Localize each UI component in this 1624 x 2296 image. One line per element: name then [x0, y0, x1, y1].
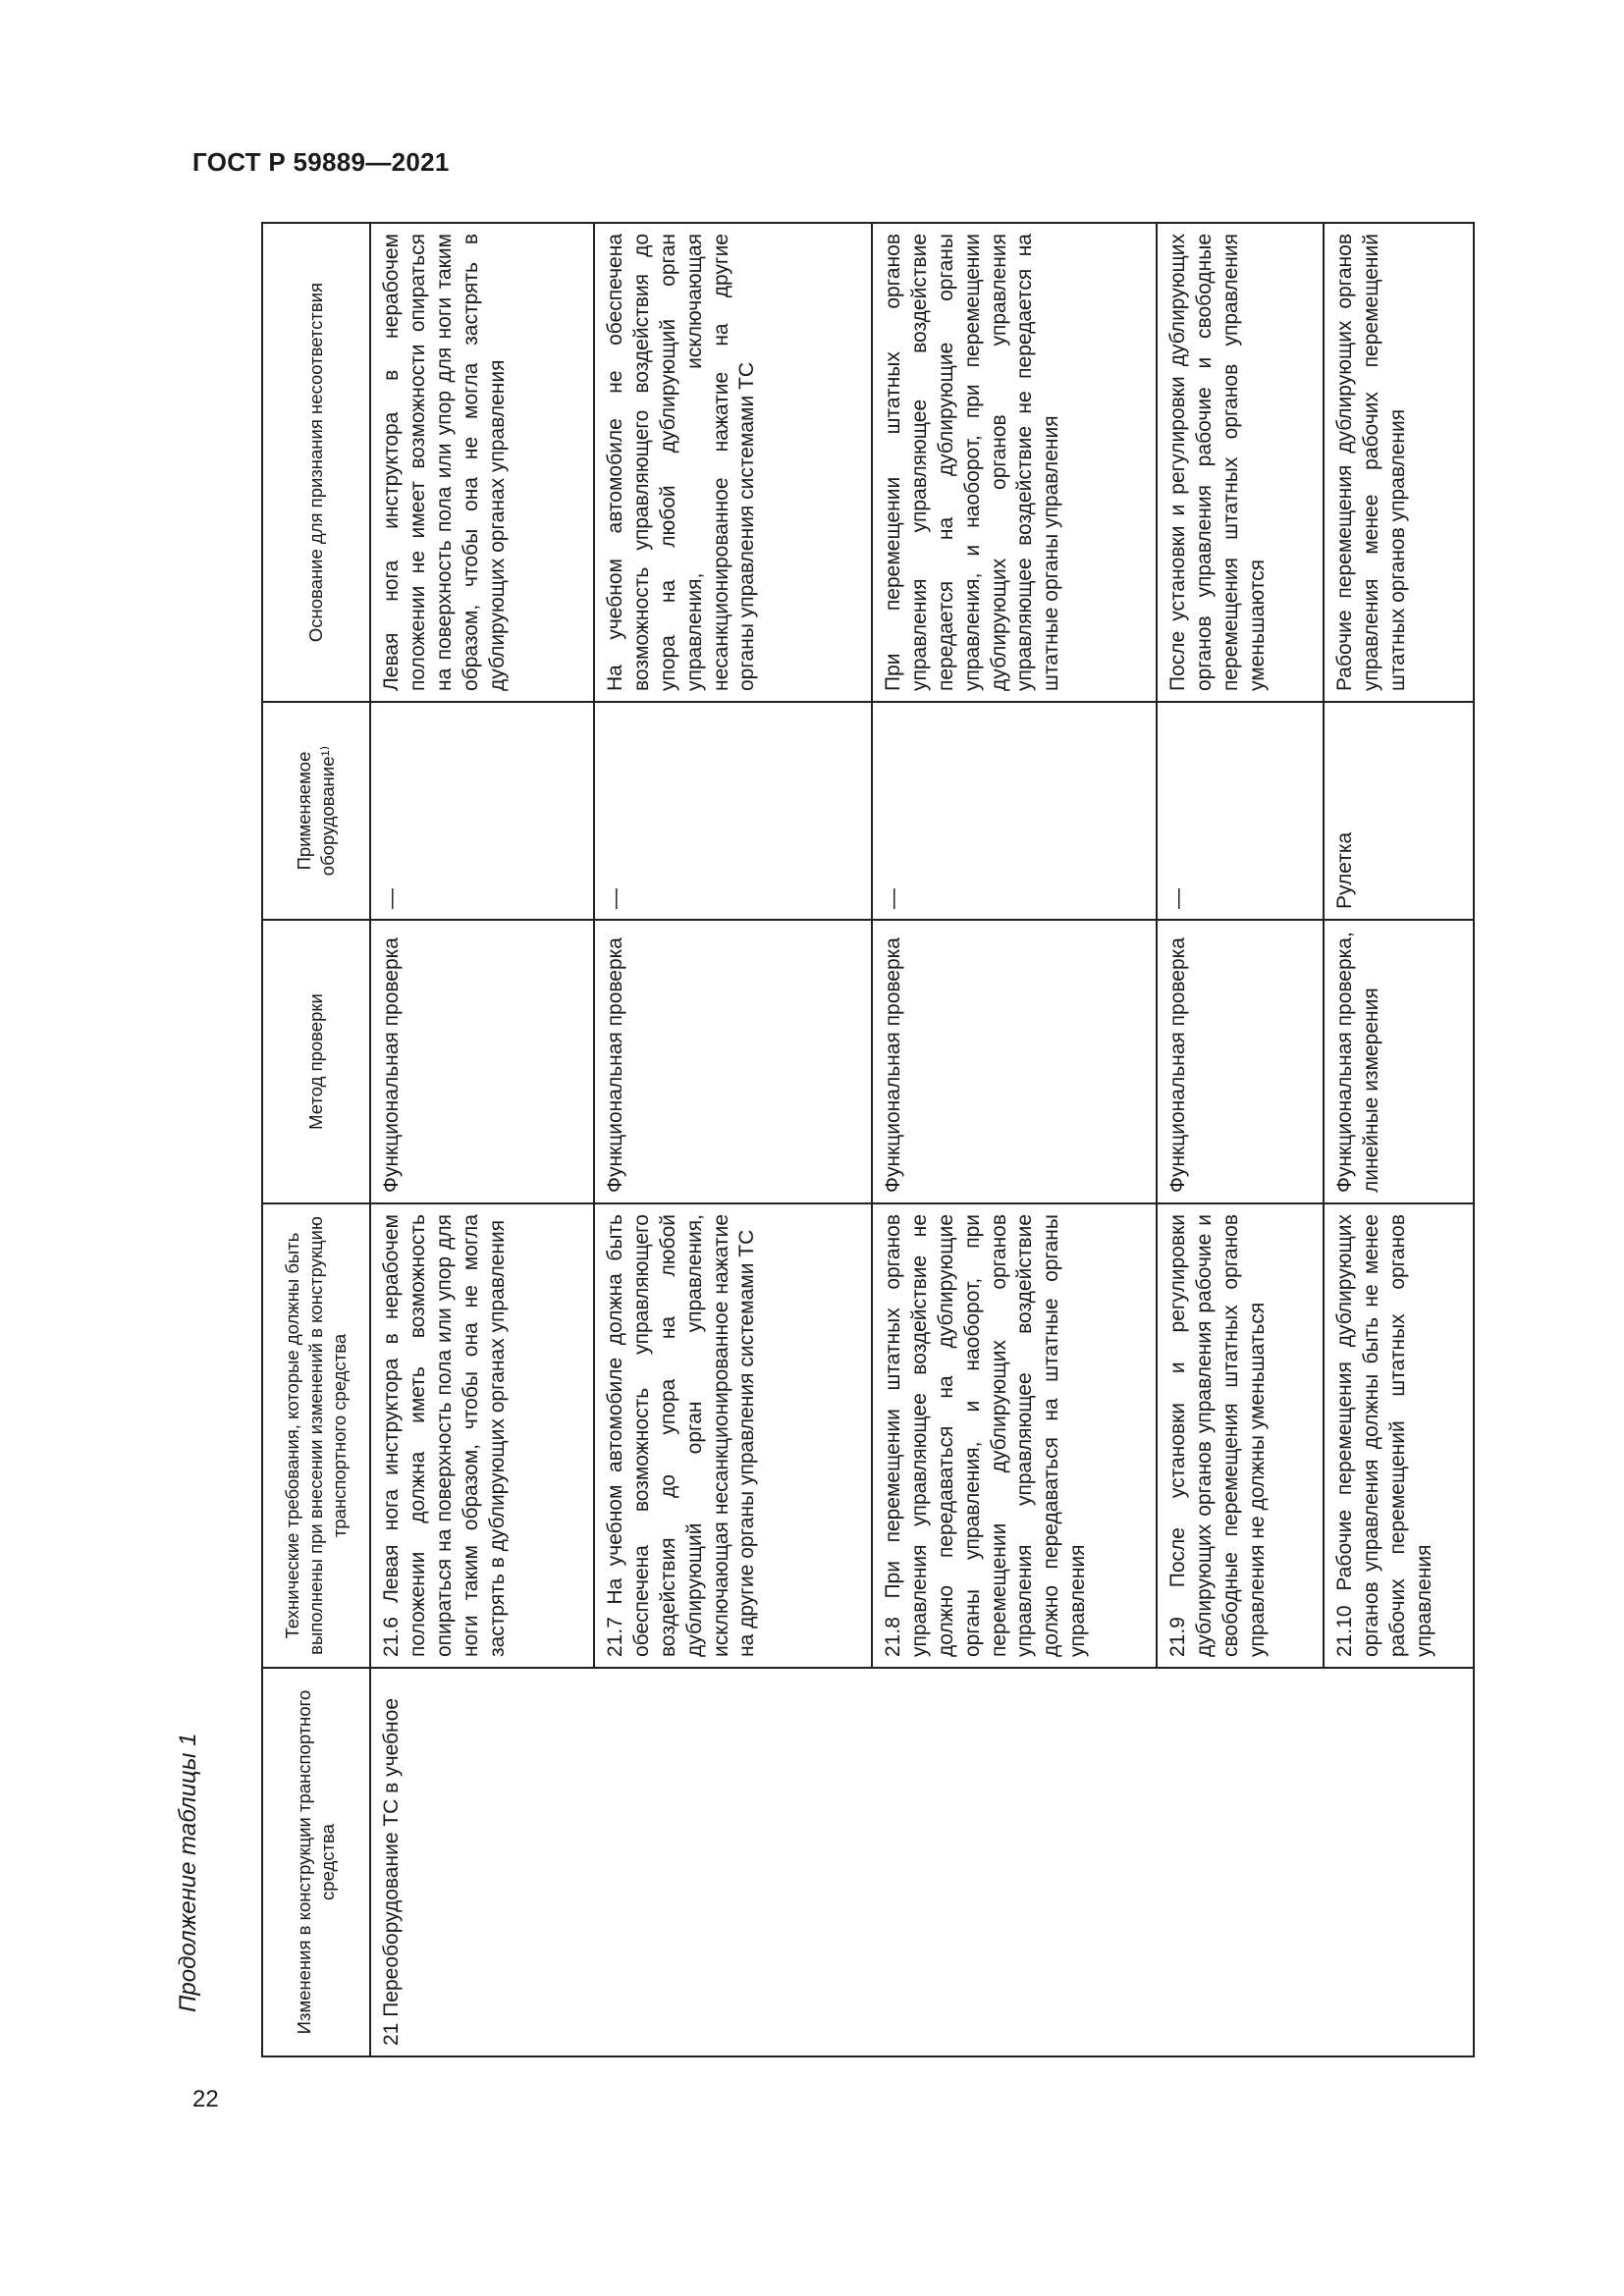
- column-header-requirements: Технические требования, которые должны быть выполнены при внесении изменений в конструкцию транспортного средства: [262, 1203, 370, 1668]
- requirement-cell: 21.8 При перемещении штатных органов управления управляющее воздействие не должно передаваться на дублирующие органы управления, и наоборот, при перемещении дублирующих органов управления управляющее воздействие должно передаваться на штатные органы управления: [872, 1203, 1157, 1668]
- equipment-cell: —: [594, 702, 872, 920]
- column-header-method: Метод проверки: [262, 920, 370, 1203]
- basis-cell: На учебном автомобиле не обеспечена возможность управляющего воздействия до упора на любой дублирующий орган управления, исключающая несанкционированное нажатие на другие органы управления системами ТС: [594, 223, 872, 702]
- requirement-cell: 21.10 Рабочие перемещения дублирующих органов управления должны быть не менее рабочих перемещений штатных органов управления: [1324, 1203, 1474, 1668]
- equipment-cell: —: [370, 702, 594, 920]
- requirements-table: [261, 222, 1475, 2057]
- method-cell: Функциональная проверка: [594, 920, 872, 1203]
- equipment-cell: Рулетка: [1324, 702, 1474, 920]
- column-header-basis: Основание для признания несоответствия: [262, 223, 370, 702]
- basis-cell: Левая нога инструктора в нерабочем положении не имеет возможности опираться на поверхность пола или упор для ноги таким образом, чтобы она не могла застрять в дублирующих органах управления: [370, 223, 594, 702]
- method-cell: Функциональная проверка: [370, 920, 594, 1203]
- basis-cell: После установки и регулировки дублирующих органов управления рабочие и свободные перемещения штатных органов управления уменьшаются: [1157, 223, 1324, 702]
- column-header-equipment: Применяемое оборудование¹⁾: [262, 702, 370, 920]
- method-cell: Функциональная проверка: [1157, 920, 1324, 1203]
- column-header-changes: Изменения в конструкции транспортного средства: [262, 1668, 370, 2056]
- equipment-cell: —: [1157, 702, 1324, 920]
- document-header: ГОСТ Р 59889—2021: [192, 147, 450, 177]
- equipment-cell: —: [872, 702, 1157, 920]
- table-row: [370, 223, 594, 2056]
- requirement-cell: 21.7 На учебном автомобиле должна быть обеспечена возможность управляющего воздействия до упора на любой дублирующий орган управления, исключающая несанкционированное нажатие на другие органы управления системами ТС: [594, 1203, 872, 1668]
- method-cell: Функциональная проверка, линейные измерения: [1324, 920, 1474, 1203]
- table-continuation-caption: Продолжение таблицы 1: [175, 1733, 201, 2012]
- requirement-cell: 21.9 После установки и регулировки дублирующих органов управления рабочие и свободные перемещения штатных органов управления не должны уменьшаться: [1157, 1203, 1324, 1668]
- requirement-cell: 21.6 Левая нога инструктора в нерабочем положении должна иметь возможность опираться на поверхность пола или упор для ноги таким образом, чтобы она не могла застрять в дублирующих органах управления: [370, 1203, 594, 1668]
- rotated-table-container: [261, 224, 1475, 2057]
- method-cell: Функциональная проверка: [872, 920, 1157, 1203]
- change-group-cell: 21 Переоборудование ТС в учебное: [370, 1668, 1474, 2056]
- basis-cell: При перемещении штатных органов управления управляющее воздействие передается на дублирующие органы управления, и наоборот, при перемещении дублирующих органов управления управляющее воздействие не передается на штатные органы управления: [872, 223, 1157, 702]
- table-header-row: [262, 223, 370, 2056]
- page-number: 22: [192, 2086, 219, 2112]
- basis-cell: Рабочие перемещения дублирующих органов управления менее рабочих перемещений штатных органов управления: [1324, 223, 1474, 702]
